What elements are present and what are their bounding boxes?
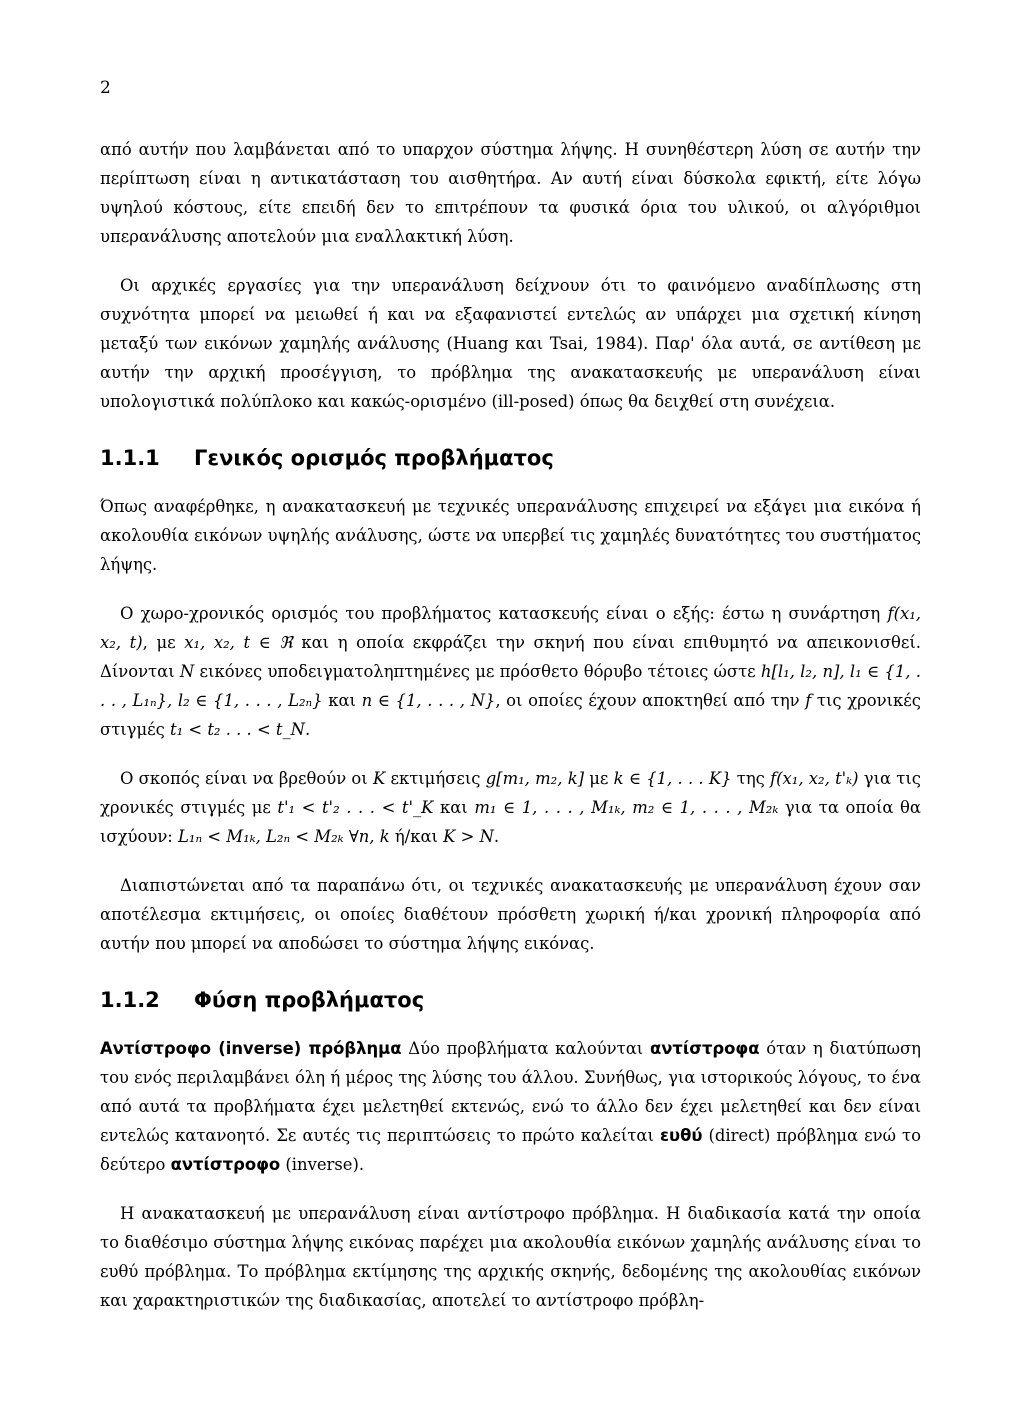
section-number: 1.1.2 <box>100 988 160 1012</box>
math-expression: N <box>179 662 195 681</box>
section-title: Γενικός ορισμός προβλήματος <box>194 446 554 470</box>
page-content <box>100 135 921 1335</box>
section-heading-problem-nature <box>100 988 921 1012</box>
math-expression: k ∈ {1, . . . K} <box>613 769 732 788</box>
paragraph-early-work: Οι αρχικές εργασίες για την υπερανάλυση δείχνουν ότι το φαινόμενο αναδίπλωσης στη συχνότητα μπορεί να μειωθεί ή και να εξαφανιστεί εντελώς αν υπάρχει μια σχετική κίνηση μεταξύ των εικόνων χαμηλής ανάλυσης (Huang και Tsai, 1984). Παρ' όλα αυτά, σε αντίθεση με αυτήν την αρχική προσέγγιση, το πρόβλημα της ανακατασκευής με υπερανάλυση είναι υπολογιστικά πολύπλοκο και κακώς-ορισμένο (ill-posed) όπως θα δειχθεί στη συνέχεια. <box>100 276 921 411</box>
term-inverse: αντίστροφο <box>170 1155 281 1174</box>
paragraph-reconstruction: Η ανακατασκευή με υπερανάλυση είναι αντίστροφο πρόβλημα. Η διαδικασία κατά την οποία το διαθέσιμο σύστημα λήψης εικόνας παρέχει μια ακολουθία εικόνων χαμηλής ανάλυσης είναι το ευθύ πρόβλημα. Το πρόβλημα εκτίμησης της αρχικής σκηνής, δεδομένης της ακολουθίας εικόνων και χαρακτηριστικών της διαδικασίας, αποτελεί το αντίστροφο πρόβλη- <box>100 1204 921 1310</box>
math-expression: L₁ₙ < M₁ₖ, L₂ₙ < M₂ₖ ∀n, k <box>178 827 390 846</box>
math-expression: x₁, x₂, t ∈ ℜ <box>184 633 293 652</box>
term-inverse: αντίστροφα <box>649 1039 760 1058</box>
math-expression: g[m₁, m₂, k] <box>485 769 585 788</box>
term-direct: ευθύ <box>659 1126 703 1145</box>
math-expression: t₁ < t₂ . . . < t_N <box>170 720 306 739</box>
section-title: Φύση προβλήματος <box>194 988 425 1012</box>
paragraph-objective: Ο σκοπός είναι να βρεθούν οι K εκτιμήσεις g[m₁, m₂, k] με k ∈ {1, . . . K} της f(x₁, x₂, t'ₖ) για τις χρονικές στιγμές με t'₁ < t'₂ . . . < t'_K και m₁ ∈ 1, . . . , M₁ₖ, m₂ ∈ 1, . . . , M₂ₖ για τα οποία θα ισχύουν: L₁ₙ < M₁ₖ, L₂ₙ < M₂ₖ ∀n, k ή/και K > N. <box>100 769 921 846</box>
math-expression: K > N <box>443 827 494 846</box>
math-expression: t'₁ < t'₂ . . . < t'_K <box>277 798 434 817</box>
paragraph-inverse-problem: Αντίστροφο (inverse) πρόβλημα Δύο προβλήματα καλούνται αντίστροφα όταν η διατύπωση του ενός περιλαμβάνει όλη ή μέρος της λύσης του άλλου. Συνήθως, για ιστορικούς λόγους, το ένα από αυτά τα προβλήματα έχει μελετηθεί εκτενώς, ενώ το άλλο δεν έχει μελετηθεί και δεν είναι εντελώς κατανοητό. Σε αυτές τις περιπτώσεις το πρώτο καλείται ευθύ (direct) πρόβλημα ενώ το δεύτερο αντίστροφο (inverse). <box>100 1039 921 1174</box>
paragraph-definition: Ο χωρο-χρονικός ορισμός του προβλήματος κατασκευής είναι ο εξής: έστω η συνάρτηση f(x₁, x₂, t), με x₁, x₂, t ∈ ℜ και η οποία εκφράζει την σκηνή που είναι επιθυμητό να απεικονισθεί. Δίνονται N εικόνες υποδειγματοληπτημένες με πρόσθετο θόρυβο τέτοιες ώστε h[l₁, l₂, n], l₁ ∈ {1, . . . , L₁ₙ}, l₂ ∈ {1, . . . , L₂ₙ} και n ∈ {1, . . . , N}, οι οποίες έχουν αποκτηθεί από την f τις χρονικές στιγμές t₁ < t₂ . . . < t_N. <box>100 604 922 739</box>
section-heading-general-definition <box>100 446 921 470</box>
math-expression: K <box>372 769 386 788</box>
paragraph-intro: Όπως αναφέρθηκε, η ανακατασκευή με τεχνικές υπερανάλυσης επιχειρεί να εξάγει μια εικόνα ή ακολουθία εικόνων υψηλής ανάλυσης, ώστε να υπερβεί τις χαμηλές δυνατότητες του συστήματος λήψης. <box>100 497 921 574</box>
math-expression: m₁ ∈ 1, . . . , M₁ₖ, m₂ ∈ 1, . . . , M₂ₖ <box>474 798 779 817</box>
math-expression: f(x₁, x₂, t'ₖ) <box>770 769 859 788</box>
term-inverse-problem: Αντίστροφο (inverse) πρόβλημα <box>100 1039 402 1058</box>
math-expression: n ∈ {1, . . . , N} <box>361 691 496 710</box>
section-number: 1.1.1 <box>100 446 160 470</box>
math-expression: f(x₁, x₂, t) <box>100 604 921 652</box>
paragraph-conclusion: Διαπιστώνεται από τα παραπάνω ότι, οι τεχνικές ανακατασκευής με υπερανάλυση έχουν σαν αποτέλεσμα εκτιμήσεις, οι οποίες διαθέτουν πρόσθετη χωρική ή/και χρονική πληροφορία από αυτήν που μπορεί να αποδώσει το σύστημα λήψης εικόνας. <box>100 876 921 953</box>
math-expression: h[l₁, l₂, n], l₁ ∈ {1, . . . , L₁ₙ}, l₂ ∈ {1, . . . , L₂ₙ} <box>100 662 921 710</box>
page-number: 2 <box>100 78 111 98</box>
math-expression: f <box>805 691 812 710</box>
paragraph-continuation: από αυτήν που λαμβάνεται από το υπαρχον σύστημα λήψης. Η συνηθέστερη λύση σε αυτήν την περίπτωση είναι η αντικατάσταση του αισθητήρα. Αν αυτή είναι δύσκολα εφικτή, είτε λόγω υψηλού κόστους, είτε επειδή δεν το επιτρέπουν τα φυσικά όρια του υλικού, οι αλγόριθμοι υπερανάλυσης αποτελούν μια εναλλακτική λύση. <box>100 140 921 246</box>
